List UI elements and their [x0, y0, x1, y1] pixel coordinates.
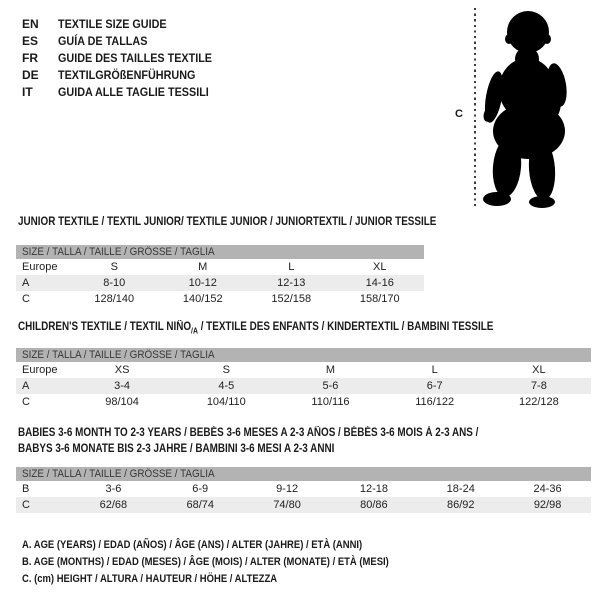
language-code: FR [22, 50, 38, 65]
size-value-cell: L [288, 261, 295, 273]
row-label: Europe [22, 364, 58, 376]
size-value-cell: 110/116 [311, 396, 350, 408]
size-value-cell: 62/68 [70, 497, 157, 513]
size-table [16, 348, 591, 410]
size-value-cell: 9-12 [276, 483, 299, 495]
size-value-cell: S [110, 261, 118, 273]
size-value-cell: 8-10 [70, 275, 159, 291]
language-code: IT [22, 84, 33, 99]
size-value-cell: 158/170 [359, 293, 400, 305]
row-label: C [22, 293, 30, 305]
size-table-section-children [16, 319, 591, 408]
size-table [16, 245, 424, 307]
size-header-band: SIZE / TALLA / TAILLE / GRÖSSE / TAGLIA [16, 245, 424, 259]
size-value-cell: 4-5 [174, 378, 278, 394]
size-value-cell: 116/122 [415, 396, 455, 408]
size-header-band: SIZE / TALLA / TAILLE / GRÖSSE / TAGLIA [16, 348, 591, 362]
language-row [22, 32, 229, 49]
table-title-text: CHILDREN'S TEXTILE / TEXTIL NIÑO [18, 321, 192, 333]
table-title-text: BABYS 3-6 MONATE BIS 2-3 JAHRE / BAMBINI 3-6 MESI A 2-3 ANNI [18, 443, 335, 455]
language-code: EN [22, 16, 39, 31]
size-value-cell: 122/128 [519, 396, 559, 408]
language-code: ES [22, 33, 39, 48]
size-value-cell: L [431, 364, 438, 376]
language-row [22, 49, 229, 66]
legend-line-b: B. AGE (MONTHS) / EDAD (MESES) / ÂGE (MOIS) / ALTER (MONATE) / ETÀ (MESI) [22, 556, 389, 568]
language-title: TEXTILE SIZE GUIDE [58, 16, 167, 31]
language-title: TEXTILGRÖßENFÜHRUNG [58, 67, 196, 82]
size-value-cell: 98/104 [105, 396, 139, 408]
measure-legend [22, 537, 449, 588]
table-title [16, 319, 591, 339]
row-label: A [16, 275, 70, 291]
table-title-text: BABIES 3-6 MONTH TO 2-3 YEARS / BEBÉS 3-6 MESES A 2-3 AÑOS / BÉBÉS 3-6 MOIS À 2-3 ANS / [18, 427, 479, 439]
language-header [22, 15, 229, 100]
size-value-cell: 104/110 [206, 396, 246, 408]
size-value-cell: 12-13 [247, 275, 336, 291]
legend-line-c: C. (cm) HEIGHT / ALTURA / HAUTEUR / HÖHE / ALTEZZA [22, 573, 278, 585]
language-title: GUÍA DE TALLAS [58, 33, 148, 48]
language-row [22, 15, 229, 32]
size-value-cell: S [222, 364, 230, 376]
size-value-cell: 14-16 [336, 275, 425, 291]
size-table-section-junior [16, 214, 437, 305]
size-value-cell: 3-6 [105, 483, 122, 495]
size-value-cell: 140/152 [182, 293, 223, 305]
language-title: GUIDA ALLE TAGLIE TESSILI [58, 84, 209, 99]
table-title [16, 214, 437, 230]
table-title-text: /A [191, 326, 198, 336]
language-row [22, 66, 229, 83]
size-value-cell: 92/98 [504, 497, 591, 513]
size-value-cell: M [198, 261, 208, 273]
size-header-band: SIZE / TALLA / TAILLE / GRÖSSE / TAGLIA [16, 467, 591, 481]
size-value-cell: 3-4 [70, 378, 174, 394]
row-label: B [22, 483, 30, 495]
size-table [16, 467, 591, 513]
size-value-cell: XL [373, 261, 387, 273]
size-value-cell: 68/74 [157, 497, 244, 513]
size-value-cell: XL [532, 364, 546, 376]
size-value-cell: 152/158 [271, 293, 312, 305]
row-label: C [22, 396, 30, 408]
row-label: Europe [22, 261, 58, 273]
size-value-cell: 6-9 [192, 483, 209, 495]
language-code: DE [22, 67, 39, 82]
size-value-cell: 86/92 [417, 497, 504, 513]
table-title-text: / TEXTILE DES ENFANTS / KINDERTEXTIL / BAMBINI TESSILE [197, 321, 494, 333]
table-title [16, 425, 591, 457]
height-measure-dotted-line [474, 8, 476, 207]
size-value-cell: 128/140 [94, 293, 135, 305]
language-title: GUIDE DES TAILLES TEXTILE [58, 50, 213, 65]
size-value-cell: 7-8 [487, 378, 591, 394]
size-value-cell: 5-6 [278, 378, 382, 394]
size-value-cell: 74/80 [244, 497, 331, 513]
size-value-cell: 80/86 [331, 497, 418, 513]
table-title-text: JUNIOR TEXTILE / TEXTIL JUNIOR/ TEXTILE JUNIOR / JUNIORTEXTIL / JUNIOR TESSILE [18, 216, 437, 228]
toddler-silhouette [479, 9, 572, 208]
size-value-cell: 24-36 [533, 483, 562, 495]
measure-label-c: C [455, 108, 463, 120]
language-row [22, 83, 229, 100]
size-value-cell: 12-18 [359, 483, 388, 495]
legend-line-a: A. AGE (YEARS) / EDAD (AÑOS) / ÂGE (ANS) / ALTER (JAHRE) / ETÀ (ANNI) [22, 539, 363, 551]
size-value-cell: 18-24 [446, 483, 475, 495]
size-value-cell: XS [114, 364, 130, 376]
row-label: C [16, 497, 70, 513]
size-value-cell: 10-12 [159, 275, 248, 291]
row-label: A [16, 378, 70, 394]
size-table-section-babies [16, 425, 591, 511]
size-value-cell: 6-7 [383, 378, 487, 394]
size-value-cell: M [325, 364, 336, 376]
